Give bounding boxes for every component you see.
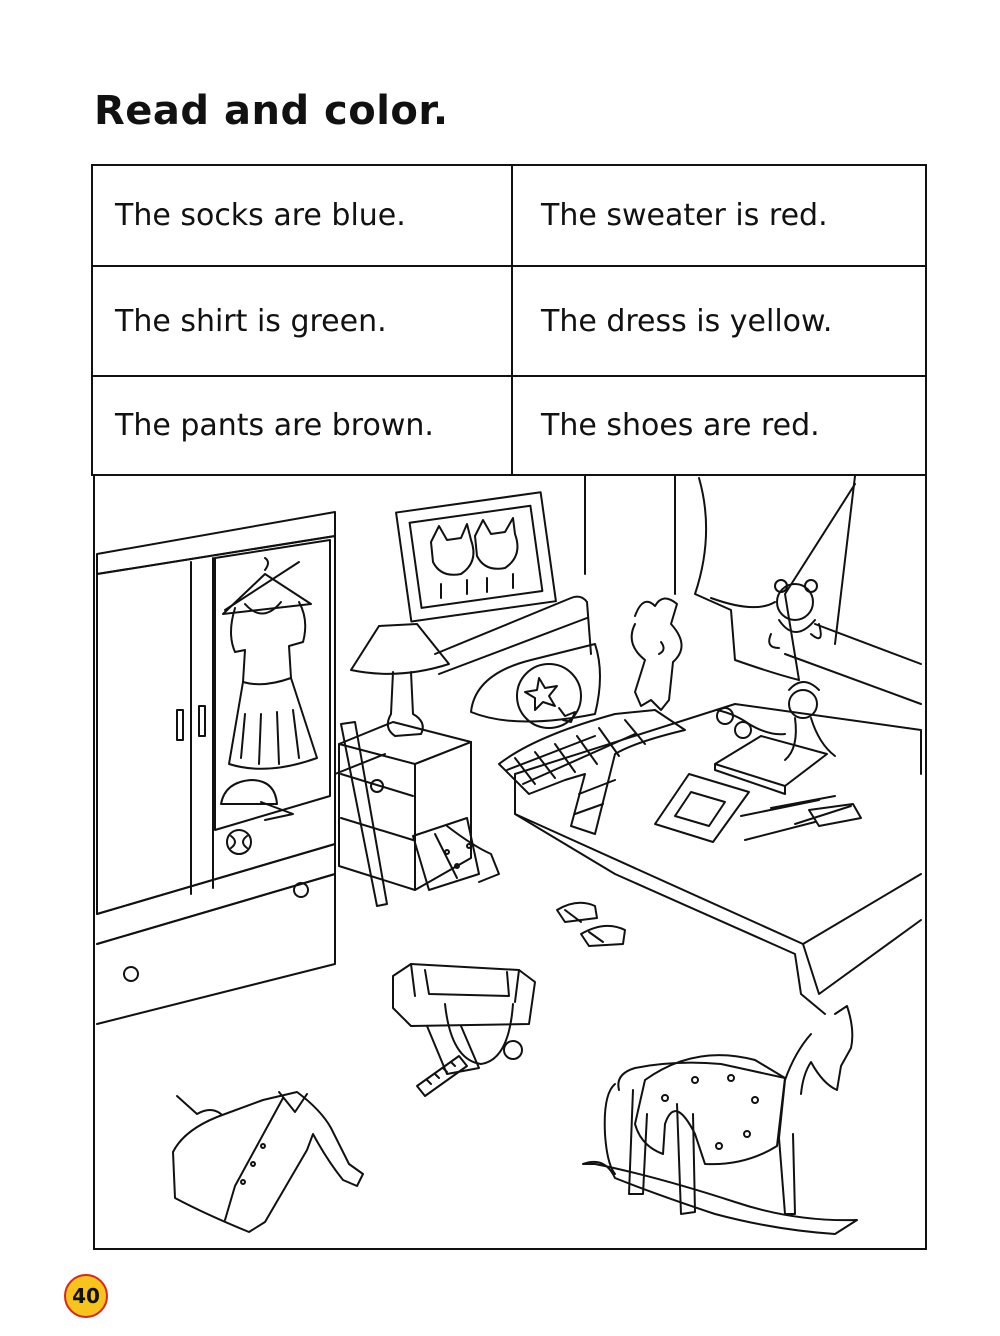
doll [717,682,835,760]
rocking-horse [583,1006,857,1234]
teddy-bear [769,580,821,648]
lamp [351,624,449,736]
sentence-pants: The pants are brown. [115,408,434,443]
sentence-socks: The socks are blue. [115,198,406,233]
sentence-shoes: The shoes are red. [541,408,820,443]
school-bag [393,964,535,1074]
sentence-table [91,164,927,476]
wardrobe [97,512,335,1024]
socks [413,818,499,890]
shoes [557,903,625,946]
ball [517,664,581,728]
coloring-page [655,774,749,842]
dress [223,558,317,769]
page-number-badge: 40 [64,1274,108,1318]
sentence-shirt: The shirt is green. [115,303,387,339]
cat-picture [396,492,556,621]
book [715,736,827,794]
sweater [635,1055,785,1164]
pencils [741,796,861,840]
sentence-dress: The dress is yellow. [541,303,833,339]
bedroom-coloring-scene [93,474,927,1250]
page-title: Read and color. [94,88,449,134]
window-curtain [585,476,921,704]
wall-floor-line [335,754,385,774]
sentence-sweater: The sweater is red. [541,198,828,233]
bunny-toy [632,598,682,710]
shirt [173,1092,363,1232]
